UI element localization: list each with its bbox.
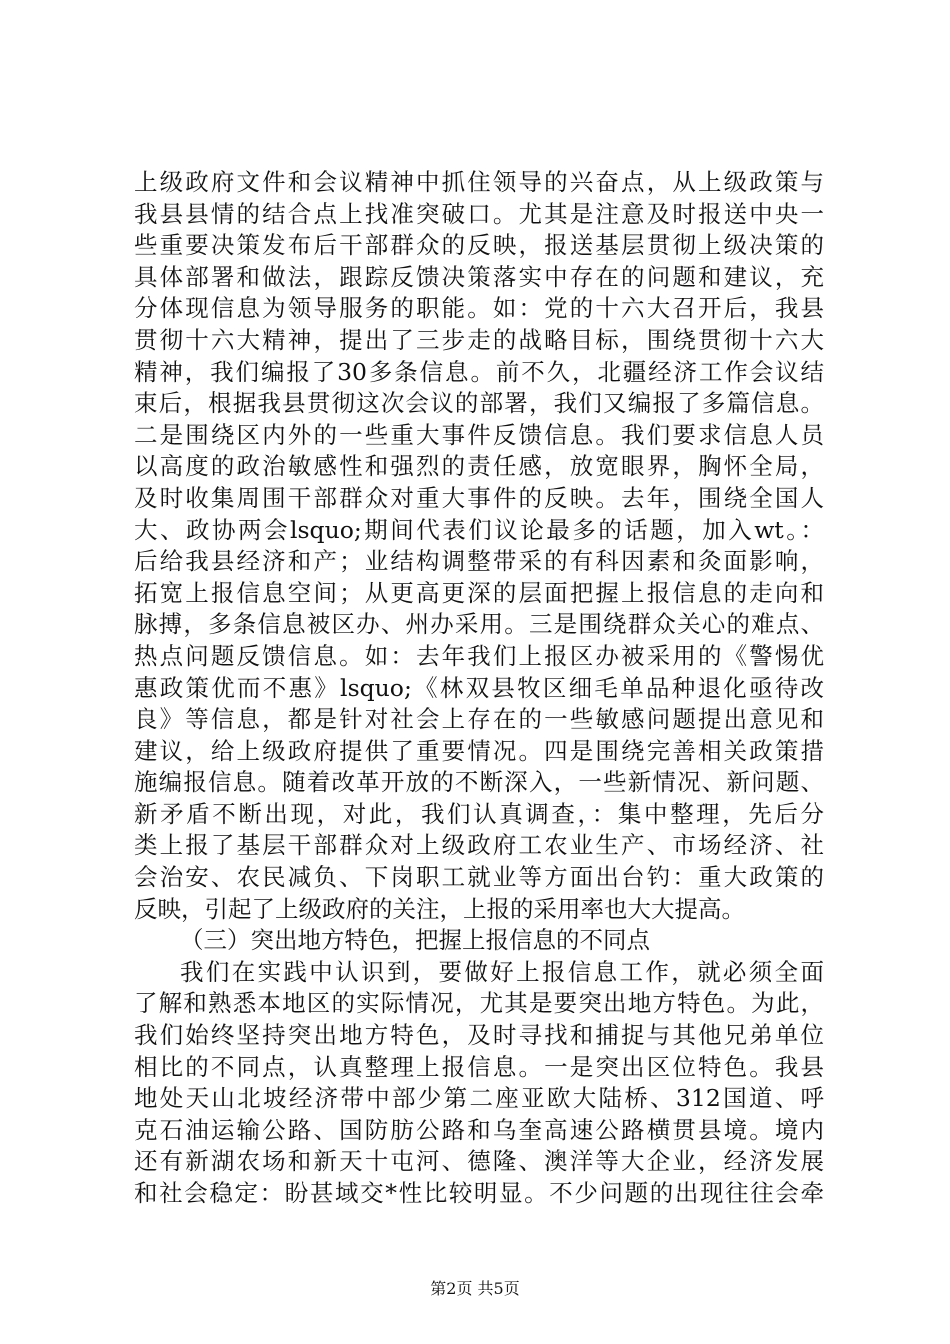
text-line: 大、政协两会lsquo;期间代表们议论最多的话题，加入wt。：: [134, 515, 824, 544]
text-line: 束后，根据我县贯彻这次会议的部署，我们又编报了多篇信息。: [134, 389, 824, 418]
text-line: 还有新湖农场和新天十屯河、德隆、澳洋等大企业，经济发展: [134, 1147, 824, 1176]
text-line: 热点问题反馈信息。如：去年我们上报区办被采用的《警惕优: [134, 641, 824, 670]
text-line: 建议，给上级政府提供了重要情况。四是围绕完善相关政策措: [134, 736, 824, 765]
text-line: 新矛盾不断出现，对此，我们认真调查，：集中整理，先后分: [134, 799, 824, 828]
text-line: 良》等信息，都是针对社会上存在的一些敏感问题提出意见和: [134, 705, 824, 734]
paragraph-first-line: 我们在实践中认识到，要做好上报信息工作，就必须全面: [180, 957, 824, 986]
text-line: 惠政策优而不惠》lsquo;《林双县牧区细毛单品种退化亟待改: [134, 673, 824, 702]
text-line: 和社会稳定：盼甚域交*性比较明显。不少问题的出现往往会牵: [134, 1179, 824, 1207]
text-line: 会治安、农民减负、下岗职工就业等方面出台钓：重大政策的: [134, 863, 824, 892]
text-line: 具体部署和做法，跟踪反馈决策落实中存在的问题和建议，充: [134, 262, 824, 291]
page-number-footer: 第2页 共5页: [430, 1279, 520, 1298]
text-line: 施编报信息。随着改革开放的不断深入，一些新情况、新问题、: [134, 768, 824, 797]
section-heading: （三）突出地方特色，把握上报信息的不同点: [180, 926, 650, 955]
text-line: 精神，我们编报了30多条信息。前不久，北疆经济工作会议结: [134, 357, 824, 386]
text-line: 脉搏，多条信息被区办、州办采用。三是围绕群众关心的难点、: [134, 610, 824, 639]
text-line: 相比的不同点，认真整理上报信息。一是突出区位特色。我县: [134, 1052, 824, 1081]
text-line: 我们始终坚持突出地方特色，及时寻找和捕捉与其他兄弟单位: [134, 1021, 824, 1050]
text-line: 类上报了基层干部群众对上级政府工农业生产、市场经济、社: [134, 831, 824, 860]
text-line: 以高度的政治敏感性和强烈的责任感，放宽眼界，胸怀全局，: [134, 452, 824, 481]
text-line: 贯彻十六大精神，提出了三步走的战略目标，围绕贯彻十六大: [134, 325, 824, 354]
text-line: 分体现信息为领导服务的职能。如：党的十六大召开后，我县: [134, 294, 824, 323]
text-line: 克石油运输公路、国防肪公路和乌奎高速公路横贯县境。境内: [134, 1115, 824, 1144]
text-line: 反映，引起了上级政府的关注，上报的采用率也大大提高。: [134, 894, 745, 923]
text-line: 地处天山北坡经济带中部少第二座亚欧大陆桥、312国道、呼: [134, 1084, 824, 1113]
text-line: 后给我县经济和产；业结构调整带采的有科因素和灸面影响，: [134, 547, 824, 576]
text-line: 了解和熟悉本地区的实际情况，尤其是要突出地方特色。为此，: [134, 989, 824, 1018]
text-line: 我县县情的结合点上找准突破口。尤其是注意及时报送中央一: [134, 199, 824, 228]
text-line: 些重要决策发布后干部群众的反映，报送基层贯彻上级决策的: [134, 231, 824, 260]
text-line: 拓宽上报信息空间；从更高更深的层面把握上报信息的走向和: [134, 578, 824, 607]
text-line: 二是围绕区内外的一些重大事件反馈信息。我们要求信息人员: [134, 420, 824, 449]
text-line: 上级政府文件和会议精神中抓住领导的兴奋点，从上级政策与: [134, 168, 824, 196]
body-text: [134, 167, 824, 1210]
text-line: 及时收集周围干部群众对重大事件的反映。去年，围绕全国人: [134, 483, 824, 512]
